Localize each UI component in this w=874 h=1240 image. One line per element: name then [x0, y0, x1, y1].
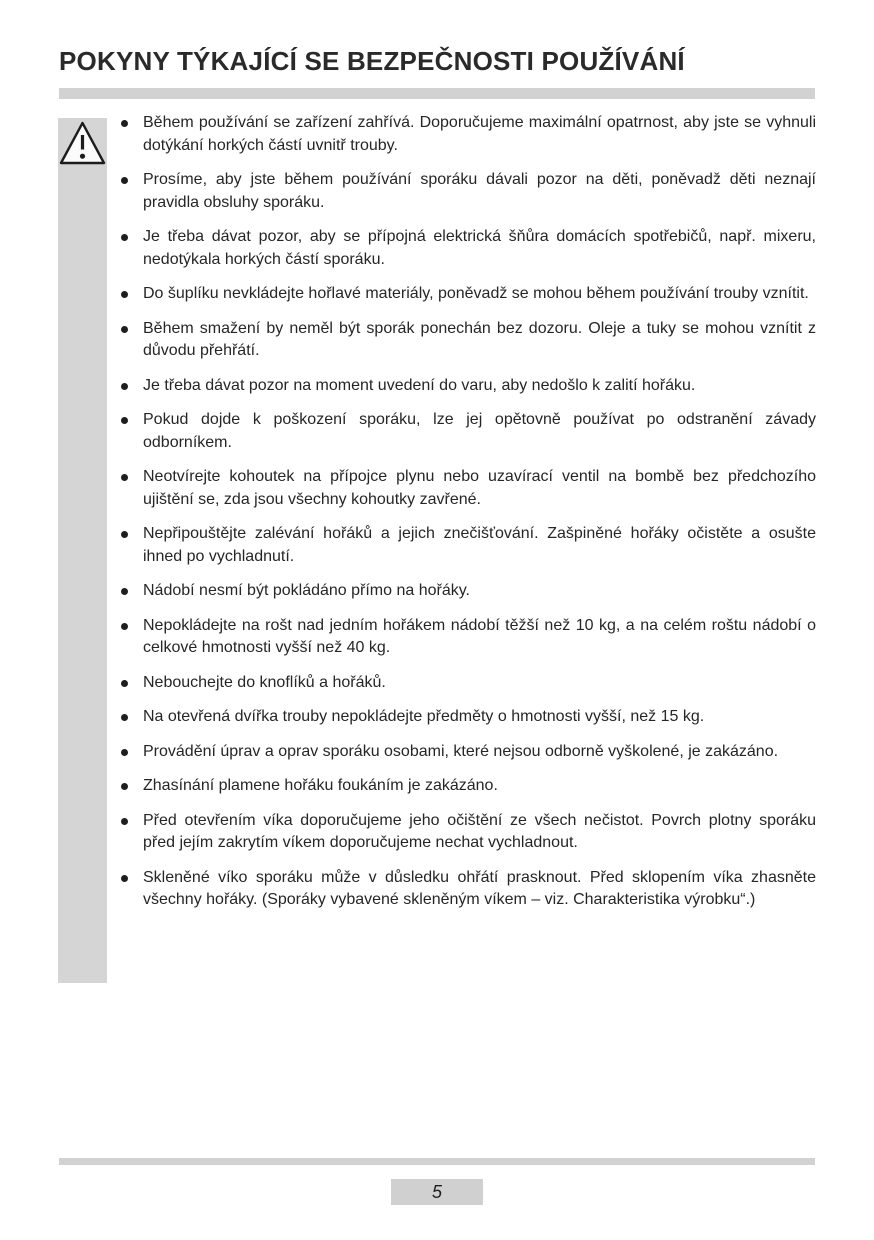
warning-sidebar — [58, 118, 107, 983]
safety-instruction — [120, 775, 816, 798]
safety-instruction — [120, 615, 816, 660]
safety-instruction — [120, 375, 816, 398]
safety-instruction-text: Neotvírejte kohoutek na přípojce plynu nebo uzavírací ventil na bombě bez předchozího ujištění se, zda jsou všechny kohoutky zavřené. — [143, 468, 816, 508]
safety-instruction — [120, 169, 816, 214]
bullet-dot-icon — [121, 177, 128, 184]
page-number: 5 — [431, 1181, 442, 1202]
bullet-dot-icon — [121, 623, 128, 630]
safety-instruction — [120, 672, 816, 695]
safety-instruction — [120, 867, 816, 912]
title-underline-bar — [59, 88, 815, 99]
safety-instruction-text: Během používání se zařízení zahřívá. Doporučujeme maximální opatrnost, aby jste se vyhnuli dotýkání horkých částí uvnitř trouby. — [143, 114, 816, 154]
bullet-dot-icon — [121, 783, 128, 790]
safety-instruction-text: Prosíme, aby jste během používání sporáku dávali pozor na děti, poněvadž děti neznají pravidla obsluhy sporáku. — [143, 171, 816, 211]
safety-instruction-text: Na otevřená dvířka trouby nepokládejte předměty o hmotnosti vyšší, než 15 kg. — [143, 708, 705, 725]
page-number-box — [391, 1179, 483, 1205]
footer-bar — [59, 1158, 815, 1165]
safety-instruction-text: Pokud dojde k poškození sporáku, lze jej opětovně používat po odstranění závady odborníkem. — [143, 411, 816, 451]
safety-instruction — [120, 580, 816, 603]
bullet-dot-icon — [121, 714, 128, 721]
bullet-dot-icon — [121, 818, 128, 825]
bullet-dot-icon — [121, 417, 128, 424]
bullet-dot-icon — [121, 383, 128, 390]
bullet-dot-icon — [121, 531, 128, 538]
safety-instruction-text: Provádění úprav a oprav sporáku osobami, které nejsou odborně vyškolené, je zakázáno. — [143, 742, 779, 760]
safety-instruction-text: Během smažení by neměl být sporák ponechán bez dozoru. Oleje a tuky se mohou vznítit z důvodu přehřátí. — [143, 319, 816, 359]
safety-instruction — [120, 226, 816, 271]
safety-instruction — [120, 409, 816, 454]
safety-instruction-text: Před otevřením víka doporučujeme jeho očištění ze všech nečistot. Povrch plotny sporáku před jejím zakrytím víkem doporučujeme nechat vychladnout. — [143, 811, 816, 851]
warning-triangle-icon — [58, 120, 107, 166]
bullet-dot-icon — [121, 234, 128, 241]
bullet-dot-icon — [121, 680, 128, 687]
safety-instruction — [120, 283, 816, 306]
safety-instruction — [120, 466, 816, 511]
safety-instruction-text: Je třeba dávat pozor, aby se přípojná elektrická šňůra domácích spotřebičů, např. mixeru, nedotýkala horkých částí sporáku. — [143, 228, 816, 268]
safety-instruction-list — [120, 112, 816, 924]
safety-instruction-text: Nebouchejte do knoflíků a hořáků. — [143, 673, 386, 691]
safety-instruction-text: Zhasínání plamene hořáku foukáním je zakázáno. — [143, 777, 498, 794]
page-title: POKYNY TÝKAJÍCÍ SE BEZPEČNOSTI POUŽÍVÁNÍ — [59, 46, 685, 76]
safety-instruction-text: Nepřipouštějte zalévání hořáků a jejich znečišťování. Zašpiněné hořáky očistěte a osušte ihned po vychladnutí. — [143, 525, 816, 565]
bullet-dot-icon — [121, 291, 128, 298]
bullet-dot-icon — [121, 749, 128, 756]
safety-instruction — [120, 810, 816, 855]
safety-instruction — [120, 523, 816, 568]
safety-instruction — [120, 741, 816, 764]
safety-instruction — [120, 706, 816, 729]
safety-instruction-text: Nepokládejte na rošt nad jedním hořákem nádobí těžší než 10 kg, a na celém roštu nádobí o celkové hmotnosti vyšší než 40 kg. — [143, 616, 816, 656]
bullet-dot-icon — [121, 588, 128, 595]
safety-instruction-text: Nádobí nesmí být pokládáno přímo na hořáky. — [143, 582, 470, 599]
safety-instruction-text: Do šuplíku nevkládejte hořlavé materiály, poněvadž se mohou během používání trouby vznítit. — [143, 285, 809, 302]
bullet-dot-icon — [121, 326, 128, 333]
safety-instruction — [120, 112, 816, 157]
bullet-dot-icon — [121, 474, 128, 481]
safety-instruction — [120, 318, 816, 363]
safety-instruction-text: Je třeba dávat pozor na moment uvedení do varu, aby nedošlo k zalití hořáku. — [143, 376, 696, 394]
bullet-dot-icon — [121, 875, 128, 882]
bullet-dot-icon — [121, 120, 128, 127]
safety-instruction-text: Skleněné víko sporáku může v důsledku ohřátí prasknout. Před sklopením víka zhasněte všechny hořáky. (Sporáky vybavené skleněným víkem – viz. Charakteristika výrobku“.) — [143, 868, 816, 908]
